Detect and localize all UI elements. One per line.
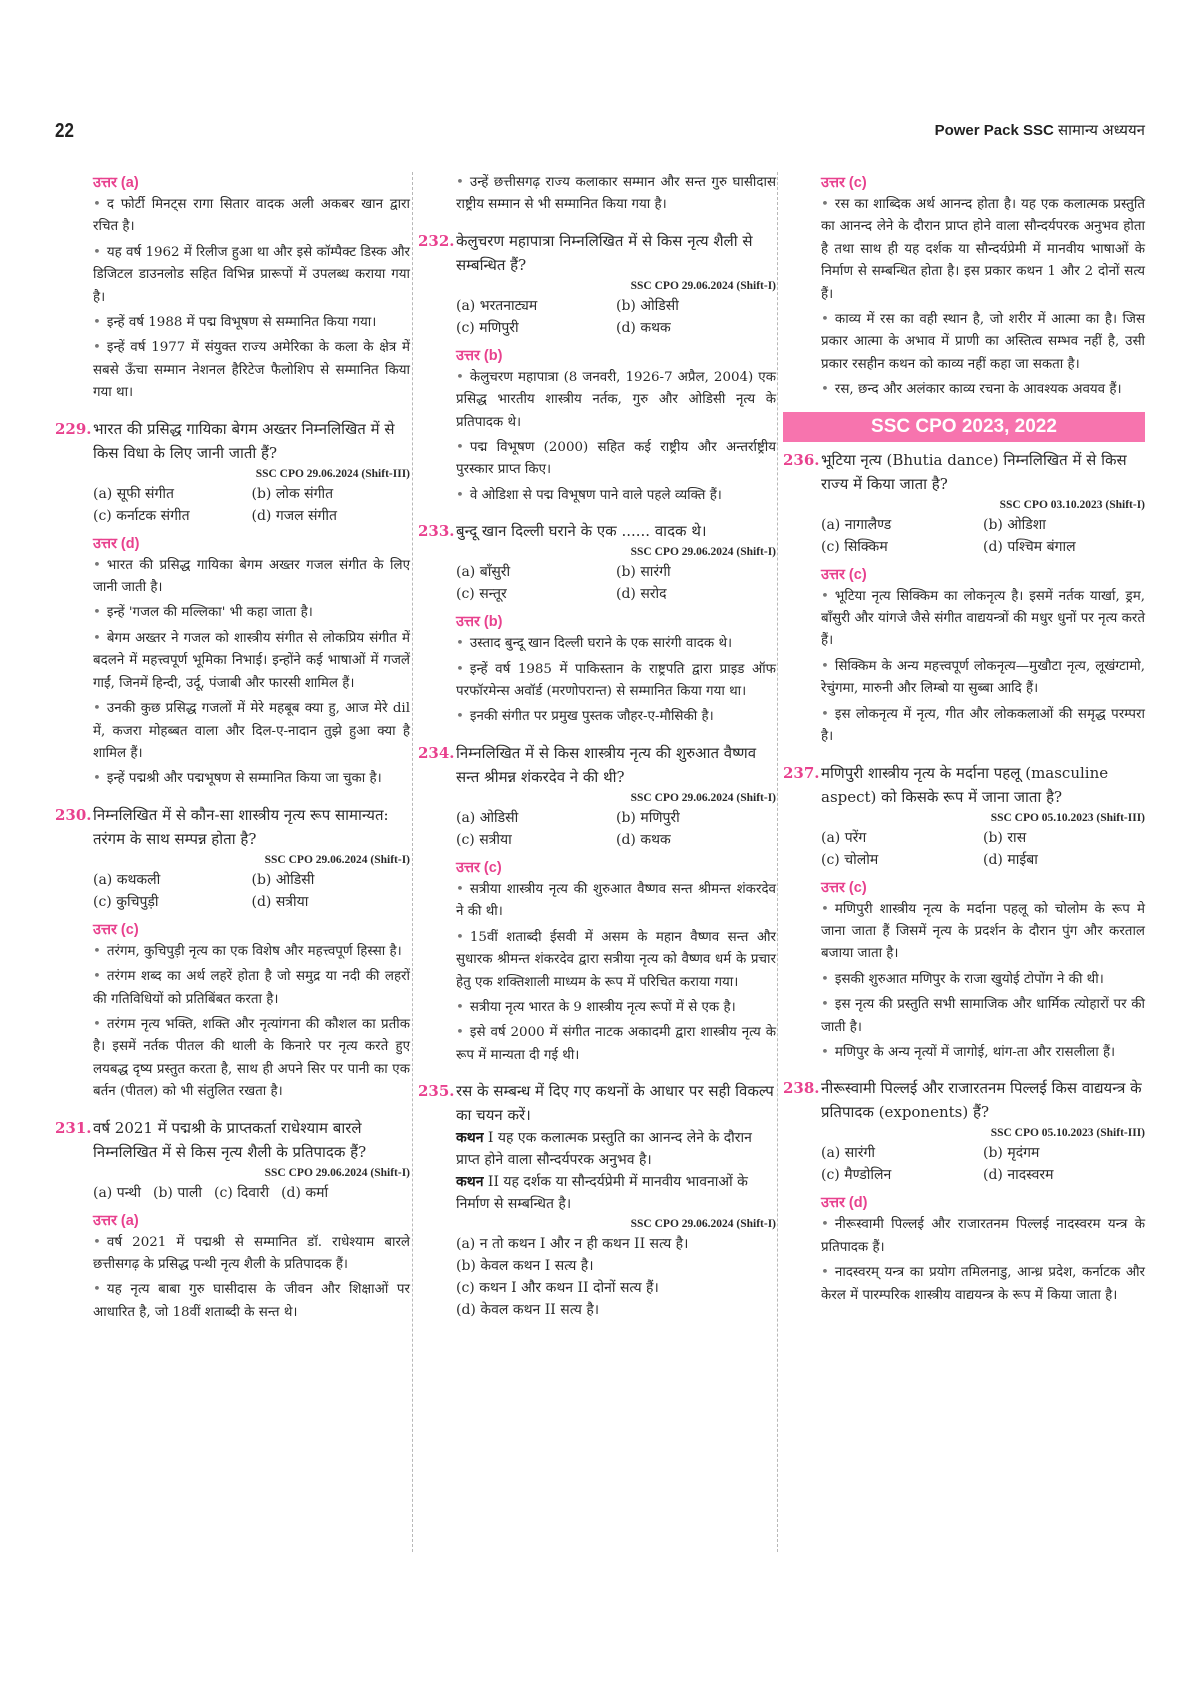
explanation-bullet: • यह नृत्य बाबा गुरु घासीदास के जीवन और शिक्षाओं पर आधारित है, जो 18वीं शताब्दी के सन्त थे। [55,1279,410,1324]
option-c: (c) कथन I और कथन II दोनों सत्य हैं। [456,1280,659,1297]
explanation-bullet: • यह वर्ष 1962 में रिलीज हुआ था और इसे कॉम्पैक्ट डिस्क और डिजिटल डाउनलोड सहित विभिन्न प्रारूपों में उपलब्ध कराया गया है। [55,242,410,309]
statement-label: कथन [456,1130,484,1147]
option-d: (d) सरोद [616,586,667,603]
option-b: (b) मणिपुरी [616,809,680,826]
answer-label: उत्तर (c) [93,921,139,938]
option-a: (a) न तो कथन I और न ही कथन II सत्य है। [456,1236,689,1253]
exam-source: SSC CPO 29.06.2024 (Shift-I) [630,546,776,559]
explanation-bullet: • तरंगम शब्द का अर्थ लहरें होता है जो समुद्र या नदी की लहरों की गतिविधियों को प्रतिबिंबत करता है। [55,966,410,1011]
exam-source: SSC CPO 29.06.2024 (Shift-I) [630,791,776,804]
exam-source: SSC CPO 05.10.2023 (Shift-III) [990,811,1145,824]
explanation-bullet: • इन्हें वर्ष 1988 में पद्म विभूषण से सम्मानित किया गया। [55,312,410,334]
explanation-bullet: • तरंगम नृत्य भक्ति, शक्ति और नृत्यांगना की कौशल का प्रतीक है। इसमें नर्तक पीतल की थाली के किनारे पर नृत्य करते हुए लयबद्ध दृष्य प्रस्तुत करता है, साथ ही अपने सिर पर पानी का एक बर्तन (पीतल) को भी संतुलित रखता है। [55,1014,410,1104]
answer-label: उत्तर (c) [821,566,867,583]
question-230 [55,803,410,913]
explanation-bullet: • सिक्किम के अन्य महत्त्वपूर्ण लोकनृत्य—मुखौटा नृत्य, लूखंग्टामो, रेचुंगमा, मारुनी और लिम्बो या सुब्बा आदि हैं। [783,656,1145,701]
options [93,483,410,527]
question-236 [783,448,1145,558]
question-number: 232. [418,231,455,250]
option-d: (d) कथक [616,831,671,848]
option-b: (b) मृदंगम [983,1145,1040,1162]
question-text: केलुचरण महापात्रा निम्नलिखित में से किस नृत्य शैली से सम्बन्धित हैं? [456,231,753,274]
book-subtitle: सामान्य अध्ययन [1058,122,1145,139]
question-text: निम्नलिखित में से किस शास्त्रीय नृत्य की शुरुआत वैष्णव सन्त श्रीमन्न शंकरदेव ने की थी? [456,743,757,786]
options [821,827,1145,871]
option-b: (b) ओडिसी [616,297,679,314]
answer-label: उत्तर (c) [456,859,502,876]
question-text: भारत की प्रसिद्ध गायिका बेगम अख्तर निम्नलिखित में से किस विधा के लिए जानी जाती हैं? [93,419,395,462]
column-divider [777,172,778,1552]
question-number: 234. [418,743,455,762]
option-c: (c) मणिपुरी [456,319,519,336]
explanation-bullet: • इन्हें वर्ष 1977 में संयुक्त राज्य अमेरिका के कला के क्षेत्र में सबसे ऊँचा सम्मान नेशनल हैरिटेज फैलोशिप से सम्मानित किया गया था। [55,337,410,404]
option-d: (d) पश्चिम बंगाल [983,538,1076,555]
question-234 [418,741,776,851]
option-d: (d) कर्मा [281,1184,329,1201]
question-text: मणिपुरी शास्त्रीय नृत्य के मर्दाना पहलू (masculine aspect) को किसके रूप में जाना जाता है? [821,763,1109,806]
column-3 [783,172,1145,1307]
exam-source: SSC CPO 03.10.2023 (Shift-I) [999,498,1145,511]
answer-label: उत्तर (d) [93,535,140,552]
explanation-bullet: • वर्ष 2021 में पद्मश्री से सम्मानित डॉ. राधेश्याम बारले छत्तीसगढ़ के प्रसिद्ध पन्थी नृत्य शैली के प्रतिपादक हैं। [55,1232,410,1277]
explanation-bullet: • नीरूस्वामी पिल्लई और राजारतनम पिल्लई नादस्वरम यन्त्र के प्रतिपादक हैं। [783,1214,1145,1259]
options [93,1182,410,1204]
answer-label: उत्तर (c) [821,175,867,191]
option-d: (d) माईबा [983,851,1038,868]
explanation-bullet: • नादस्वरम् यन्त्र का प्रयोग तमिलनाडु, आन्ध्र प्रदेश, कर्नाटक और केरल में पारम्परिक शास्त्रीय वाद्ययन्त्र के रूप में किया जाता है। [783,1262,1145,1307]
option-c: (c) दिवारी [214,1184,270,1201]
answer-label: उत्तर (a) [93,175,139,191]
option-a: (a) सूफी संगीत [93,485,175,502]
explanation-bullet: • मणिपुर के अन्य नृत्यों में जागोई, थांग-ता और रासलीला हैं। [783,1042,1145,1064]
options [456,295,776,339]
option-a: (a) परेंग [821,829,867,846]
question-number: 233. [418,522,455,541]
explanation-bullet: • इन्हें पद्मश्री और पद्मभूषण से सम्मानित किया जा चुका है। [55,768,410,790]
option-c: (c) चोलोम [821,851,879,868]
column-1 [55,172,410,1324]
option-a: (a) ओडिसी [456,809,519,826]
question-235 [418,1079,776,1321]
option-c: (c) सिक्किम [821,538,888,555]
statement-1 [456,1127,776,1171]
exam-source: SSC CPO 29.06.2024 (Shift-I) [264,1166,410,1179]
option-a: (a) बाँसुरी [456,564,511,581]
page-number: 22 [55,120,74,142]
option-b: (b) पाली [152,1184,203,1201]
explanation-bullet: • इस लोकनृत्य में नृत्य, गीत और लोककलाओं की समृद्ध परम्परा है। [783,704,1145,749]
book-brand: Power Pack SSC [934,122,1054,139]
question-number: 235. [418,1082,455,1101]
statement-2 [456,1171,776,1215]
question-number: 238. [783,1079,820,1098]
answer-label: उत्तर (c) [821,879,867,896]
question-text: भूटिया नृत्य (Bhutia dance) निम्नलिखित में से किस राज्य में किया जाता है? [821,450,1127,493]
explanation-bullet: • काव्य में रस का वही स्थान है, जो शरीर में आत्मा का है। जिस प्रकार आत्मा के अभाव में प्राणी का अस्तित्व सम्भव नहीं है, उसी प्रकार रसहीन कथन को काव्य नहीं कहा जा सकता है। [783,309,1145,376]
explanation-bullet: • उनकी कुछ प्रसिद्ध गजलों में मेरे महबूब क्या हु, आज मेरे dil में, कजरा मोहब्बत वाला और दिल-ए-नादान तुझे हुआ क्या है शामिल हैं। [55,698,410,765]
explanation-bullet: • रस, छन्द और अलंकार काव्य रचना के आवश्यक अवयव हैं। [783,379,1145,401]
explanation-bullet: • भूटिया नृत्य सिक्किम का लोकनृत्य है। इसमें नर्तक यार्खा, ड्रम, बाँसुरी और यांगजे जैसे संगीत वाद्ययन्त्रों की मधुर धुनों पर नृत्य करते हैं। [783,586,1145,653]
explanation-bullet: • इस नृत्य की प्रस्तुति सभी सामाजिक और धार्मिक त्योहारों पर की जाती है। [783,994,1145,1039]
statement-text: I यह एक कलात्मक प्रस्तुति का आनन्द लेने के दौरान प्राप्त होने वाला सौन्दर्यपरक अनुभव है। [456,1130,752,1169]
explanation-bullet: • तरंगम, कुचिपुड़ी नृत्य का एक विशेष और महत्त्वपूर्ण हिस्सा है। [55,941,410,963]
explanation-bullet: • वे ओडिशा से पद्म विभूषण पाने वाले पहले व्यक्ति हैं। [418,485,776,507]
answer-label: उत्तर (b) [456,347,503,364]
option-b: (b) सारंगी [616,564,671,581]
explanation-bullet: • द फोर्टी मिनट्स रागा सितार वादक अली अकबर खान द्वारा रचित है। [55,194,410,239]
question-number: 231. [55,1118,92,1137]
option-c: (c) मैण्डोलिन [821,1167,892,1184]
question-number: 236. [783,450,820,469]
question-229 [55,417,410,527]
option-a: (a) कथकली [93,871,161,888]
exam-source: SSC CPO 29.06.2024 (Shift-I) [630,279,776,292]
options [821,1142,1145,1186]
explanation-bullet: • इन्हें 'गजल की मल्लिका' भी कहा जाता है। [55,602,410,624]
options [456,561,776,605]
option-b: (b) लोक संगीत [251,485,334,502]
exam-source: SSC CPO 29.06.2024 (Shift-I) [264,853,410,866]
option-d: (d) कथक [616,319,671,336]
explanation-bullet: • मणिपुरी शास्त्रीय नृत्य के मर्दाना पहलू को चोलोम के रूप मे जाना जाता हैं जिसमें नृत्य के प्रदर्शन के दौरान पुंग और करताल बजाया जाता है। [783,899,1145,966]
explanation-bullet: • सत्रीया शास्त्रीय नृत्य की शुरुआत वैष्णव सन्त श्रीमन्त शंकरदेव ने की थी। [418,879,776,924]
exam-source: SSC CPO 29.06.2024 (Shift-III) [255,467,410,480]
option-a: (a) सारंगी [821,1145,876,1162]
explanation-bullet: • बेगम अख्तर ने गजल को शास्त्रीय संगीत से लोकप्रिय संगीत में बदलने में महत्त्वपूर्ण भूमिका निभाई। इन्होंने कई भाषाओं में गजलें गाईं, जिनमें हिन्दी, उर्दू, पंजाबी और फारसी शामिल हैं। [55,628,410,695]
option-b: (b) ओडिसी [251,871,315,888]
column-divider [412,172,413,1552]
question-text: नीरूस्वामी पिल्लई और राजारतनम पिल्लई किस वाद्ययन्त्र के प्रतिपादक (exponents) हैं? [821,1079,1142,1122]
explanation-bullet: • सत्रीया नृत्य भारत के 9 शास्त्रीय नृत्य रूपों में से एक है। [418,997,776,1019]
explanation-bullet: • पद्म विभूषण (2000) सहित कई राष्ट्रीय और अन्तर्राष्ट्रीय पुरस्कार प्राप्त किए। [418,437,776,482]
option-c: (c) कुचिपुड़ी [93,893,159,910]
exam-source: SSC CPO 29.06.2024 (Shift-I) [630,1218,776,1231]
explanation-bullet: • केलुचरण महापात्रा (8 जनवरी, 1926-7 अप्रैल, 2004) एक प्रसिद्ध भारतीय शास्त्रीय नर्तक, गुरु और ओडिसी नृत्य के प्रतिपादक थे। [418,367,776,434]
explanation-bullet: • इसे वर्ष 2000 में संगीत नाटक अकादमी द्वारा शास्त्रीय नृत्य के रूप में मान्यता दी गई थी। [418,1022,776,1067]
explanation-bullet: • इनकी संगीत पर प्रमुख पुस्तक जौहर-ए-मौसिकी है। [418,706,776,728]
option-c: (c) कर्नाटक संगीत [93,507,190,524]
option-c: (c) सन्तूर [456,586,507,603]
question-number: 230. [55,805,92,824]
exam-source: SSC CPO 05.10.2023 (Shift-III) [990,1127,1145,1140]
question-232 [418,229,776,339]
option-b: (b) ओडिशा [983,516,1046,533]
explanation-bullet: • भारत की प्रसिद्ध गायिका बेगम अख्तर गजल संगीत के लिए जानी जाती है। [55,555,410,600]
answer-label: उत्तर (d) [821,1195,868,1212]
question-number: 229. [55,419,92,438]
options [456,1233,776,1321]
question-233 [418,519,776,605]
question-238 [783,1076,1145,1186]
option-d: (d) केवल कथन II सत्य है। [456,1302,600,1319]
option-c: (c) सत्रीया [456,831,512,848]
option-b: (b) रास [983,829,1027,846]
question-number: 237. [783,763,820,782]
explanation-bullet: • उन्हें छत्तीसगढ़ राज्य कलाकार सम्मान और सन्त गुरु घासीदास राष्ट्रीय सम्मान से भी सम्मानित किया गया है। [418,172,776,217]
question-231 [55,1116,410,1204]
column-2 [418,172,776,1321]
statement-text: II यह दर्शक या सौन्दर्यप्रेमी में मानवीय भावनाओं के निर्माण से सम्बन्धित है। [456,1174,748,1213]
running-head [935,120,1145,140]
answer-label: उत्तर (a) [93,1212,139,1229]
question-text: बुन्दू खान दिल्ली घराने के एक ...... वादक थे। [456,522,707,541]
options [456,807,776,851]
option-d: (d) सत्रीया [251,893,309,910]
option-d: (d) नादस्वरम [983,1167,1054,1184]
statement-label: कथन [456,1174,484,1191]
options [821,514,1145,558]
options [93,869,410,913]
question-text: निम्नलिखित में से कौन-सा शास्त्रीय नृत्य रूप सामान्यत: तरंगम के साथ सम्पन्न होता है? [93,805,389,848]
option-d: (d) गजल संगीत [251,507,337,524]
answer-label: उत्तर (b) [456,614,503,631]
explanation-bullet: • 15वीं शताब्दी ईसवी में असम के महान वैष्णव सन्त और सुधारक श्रीमन्त शंकरदेव द्वारा सत्रीया नृत्य को वैष्णव धर्म के प्रचार हेतु एक शक्तिशाली माध्यम के रूप में परिचित कराया गया। [418,927,776,994]
option-b: (b) केवल कथन I सत्य है। [456,1258,594,1275]
explanation-bullet: • इसकी शुरुआत मणिपुर के राजा खुयोई टोपोंग ने की थी। [783,969,1145,991]
section-banner: SSC CPO 2023, 2022 [783,412,1145,442]
question-text: रस के सम्बन्ध में दिए गए कथनों के आधार पर सही विकल्प का चयन करें। [456,1082,774,1125]
explanation-bullet: • इन्हें वर्ष 1985 में पाकिस्तान के राष्ट्रपति द्वारा प्राइड ऑफ परफॉरमेन्स अवॉर्ड (मरणोपरान्त) से सम्मानित किया गया था। [418,659,776,704]
question-text: वर्ष 2021 में पद्मश्री के प्राप्तकर्ता राधेश्याम बारले निम्नलिखित में से किस नृत्य शैली के प्रतिपादक हैं? [93,1118,367,1161]
question-237 [783,761,1145,871]
option-a: (a) नागालैण्ड [821,516,892,533]
option-a: (a) भरतनाट्यम [456,297,538,314]
option-a: (a) पन्थी [93,1184,141,1201]
explanation-bullet: • रस का शाब्दिक अर्थ आनन्द होता है। यह एक कलात्मक प्रस्तुति का आनन्द लेने के दौरान प्राप्त होने वाला सौन्दर्यपरक अनुभव होता है तथा साथ ही यह दर्शक या सौन्दर्यप्रेमी में मानवीय भाषाओं के निर्माण से सम्बन्धित होता है। इस प्रकार कथन 1 और 2 दोनों सत्य हैं। [783,194,1145,306]
explanation-bullet: • उस्ताद बुन्दू खान दिल्ली घराने के एक सारंगी वादक थे। [418,633,776,655]
